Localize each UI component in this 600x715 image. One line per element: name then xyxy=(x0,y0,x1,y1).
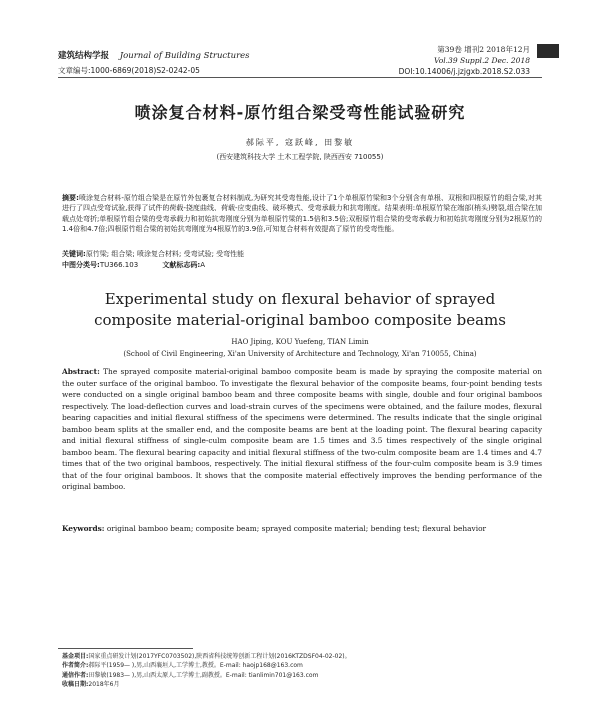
affiliation-en: (School of Civil Engineering, Xi'an University of Architecture and Technology, Xi'an 710055, China) xyxy=(123,350,477,358)
footnote xyxy=(62,652,542,689)
volume-line-cn: 第39卷 增刊2 2018年12月 xyxy=(437,45,530,54)
author1-label: 作者简介: xyxy=(62,662,89,670)
abstract-cn xyxy=(62,193,542,235)
keywords-en-text: original bamboo beam; composite beam; sprayed composite material; bending test; flexural behavior xyxy=(106,524,487,533)
footnote-author1 xyxy=(62,661,542,670)
header-block-mark xyxy=(537,44,559,58)
affiliation-cn: (西安建筑科技大学 土木工程学院, 陕西西安 710055) xyxy=(216,153,384,161)
doi[interactable]: DOI:10.14006/j.jzjgxb.2018.S2.033 xyxy=(398,67,530,76)
author2-label: 通信作者: xyxy=(62,671,89,679)
abstract-en xyxy=(62,366,542,493)
keywords-cn xyxy=(62,249,542,259)
clc-value: TU366.103 xyxy=(99,261,139,269)
authors-en: HAO Jiping, KOU Yuefeng, TIAN Limin xyxy=(231,338,369,346)
fund-text: 国家重点研发计划(2017YFC0703502),陕西省科技统筹创新工程计划(2016KTZDSF04-02-02)。 xyxy=(88,653,351,660)
footnote-divider xyxy=(58,648,193,649)
keywords-cn-text: 原竹梁; 组合梁; 喷涂复合材料; 受弯试验; 受弯性能 xyxy=(85,250,245,258)
fund-label: 基金项目: xyxy=(62,653,89,660)
received-text: 2018年6月 xyxy=(88,680,120,688)
header-left xyxy=(58,51,250,76)
footnote-author2 xyxy=(62,671,542,680)
journal-name-cn: 建筑结构学报 xyxy=(58,51,110,61)
journal-name-en: Journal of Building Structures xyxy=(119,51,250,61)
volume-line-en: Vol.39 Suppl.2 Dec. 2018 xyxy=(434,56,530,65)
keywords-cn-label: 关键词: xyxy=(62,250,86,258)
abstract-cn-text: 喷涂复合材料-原竹组合梁是在原竹外包裹复合材料制成,为研究其受弯性能,设计了1个单根原竹梁和3个分别含有单根、双根和四根原竹的组合梁,对其进行了四点受弯试验,获得了试件的荷载-挠度曲线、荷载-应变曲线、破坏模式、受弯承载力和抗弯刚度。结果表明:单根原竹梁在端部(梢头)劈裂,组合梁在加载点处弯折;单根原竹组合梁的受弯承载力和初始抗弯刚度分别为单根原竹梁的1.5倍和3.5倍;双根原竹组合梁的受弯承载力和初始抗弯刚度分别为2根原竹的1.4倍和4.7倍;四根原竹组合梁的初始抗弯刚度为4根原竹的3.9倍,可知复合材料有效提高了原竹的受弯性能。 xyxy=(62,194,542,234)
keywords-en-label: Keywords: xyxy=(62,524,105,533)
authors-cn: 郝际平, 寇跃峰, 田黎敏 xyxy=(245,138,355,147)
keywords-en xyxy=(62,524,542,533)
author2-text: 田黎敏(1983— ),男,山西太原人,工学博士,副教授。E-mail: tianlimin701@163.com xyxy=(88,671,319,679)
received-label: 收稿日期: xyxy=(62,680,89,688)
footnote-received xyxy=(62,680,542,689)
paper-title-en-line1: Experimental study on flexural behavior of sprayed xyxy=(104,290,496,308)
paper-title-en-line2: composite material-original bamboo composite beams xyxy=(94,311,506,329)
paper-title-en xyxy=(0,289,600,331)
abstract-cn-label: 摘要: xyxy=(62,194,79,202)
doc-code-label: 文献标志码: xyxy=(162,261,201,269)
header-divider xyxy=(58,77,542,78)
article-number: 文章编号:1000-6869(2018)S2-0242-05 xyxy=(58,66,200,75)
paper-title-cn: 喷涂复合材料-原竹组合梁受弯性能试验研究 xyxy=(134,103,466,122)
abstract-en-label: Abstract: xyxy=(62,367,100,376)
doc-code-value: A xyxy=(200,261,206,269)
author1-text: 郝际平(1959— ),男,山西襄垣人,工学博士,教授。E-mail: haojp168@163.com xyxy=(88,662,303,670)
clc-label: 中图分类号: xyxy=(62,261,100,269)
classification-cn xyxy=(62,260,542,270)
footnote-fund xyxy=(62,652,542,661)
abstract-en-text: The sprayed composite material-original bamboo composite beam is made by spraying the composite material on the outer surface of the original bamboo. To investigate the flexural behavior of the composite beams, four-point bending tests were conducted on a single original bamboo beam and three composite beams with single, double and four original bamboos respectively. The load-deflection curves and load-strain curves of the specimens were obtained, and the failure modes, flexural bearing capacities and initial flexural stiffness of the specimens were determined. The results indicate that the single original bamboo beam splits at the smaller end, and the composite beams are bent at the loading point. The flexural bearing capacity and initial flexural stiffness of single-culm composite beam are 1.5 times and 3.5 times respectively of the single original bamboo beam. The flexural bearing capacity and initial flexural stiffness of the two-culm composite beam are 1.4 times and 4.7 times that of the two original bamboos, respectively. The initial flexural stiffness of the four-culm composite beam is 3.9 times that of the four original bamboos. It shows that the composite material effectively improves the bending performance of the original bamboo. xyxy=(62,367,542,491)
header-right xyxy=(399,44,530,77)
